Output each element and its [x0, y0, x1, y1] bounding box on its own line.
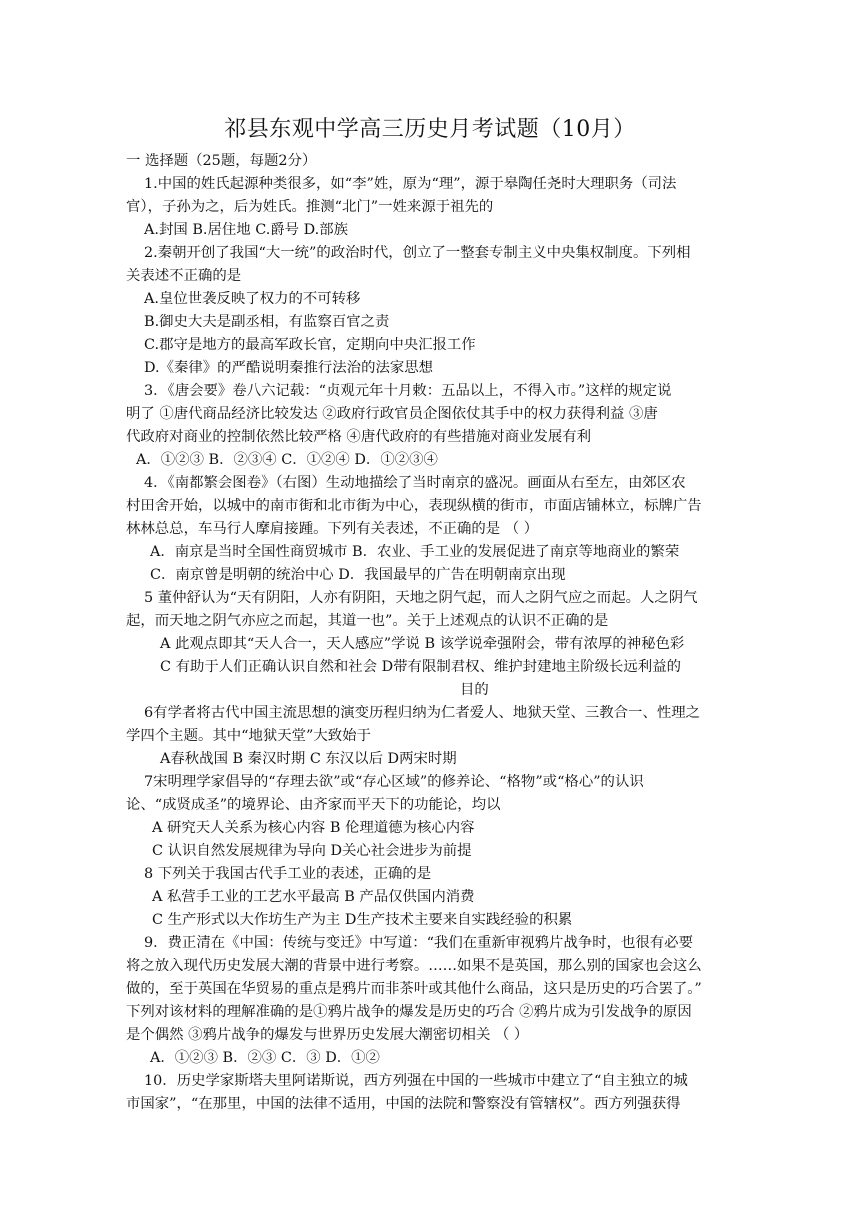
question-7-line-2: 论、“成贤成圣”的境界论、由齐家而平天下的功能论，均以	[126, 797, 501, 813]
question-7-options-cd: C 认识自然发展规律为导向 D关心社会进步为前提	[152, 843, 472, 859]
question-9-options: A．①②③ B．②③ C．③ D．①②	[150, 1050, 380, 1066]
question-7-line-1: 7宋明理学家倡导的“存理去欲”或“存心区域”的修养论、“格物”或“格心”的认识	[144, 774, 644, 790]
question-2-option-b: B.御史大夫是副丞相，有监察百官之责	[144, 314, 390, 330]
question-9-line-1: 9．费正清在《中国：传统与变迁》中写道：“我们在重新审视鸦片战争时，也很有必要	[144, 935, 693, 951]
question-8-options-cd: C 生产形式以大作坊生产为主 D生产技术主要来自实践经验的积累	[152, 912, 573, 928]
question-5-line-2: 起，而天地之阴气亦应之而起，其道一也”。关于上述观点的认识不正确的是	[126, 613, 609, 629]
question-7-options-ab: A 研究天人关系为核心内容 B 伦理道德为核心内容	[152, 820, 475, 836]
question-3-line-1: 3．《唐会要》卷八六记载：“贞观元年十月敕：五品以上，不得入市。”这样的规定说	[144, 383, 672, 399]
question-3-line-3: 代政府对商业的控制依然比较严格 ④唐代政府的有些措施对商业发展有利	[126, 429, 592, 445]
question-9-line-4: 下列对该材料的理解准确的是①鸦片战争的爆发是历史的巧合 ②鸦片成为引发战争的原因	[126, 1004, 692, 1020]
question-4-line-2: 村田舍开始，以城中的南市街和北市街为中心，表现纵横的街市，市面店铺林立，标牌广告	[126, 498, 702, 514]
question-8-options-ab: A 私营手工业的工艺水平最高 B 产品仅供国内消费	[152, 889, 475, 905]
question-5-line-1: 5 董仲舒认为“天有阴阳，人亦有阴阳，天地之阴气起，而人之阴气应之而起。人之阴气	[144, 590, 698, 606]
question-3-line-2: 明了 ①唐代商品经济比较发达 ②政府行政官员企图依仗其手中的权力获得利益 ③唐	[126, 406, 658, 422]
question-2-option-c: C.郡守是地方的最高军政长官，定期向中央汇报工作	[144, 337, 476, 353]
question-10-line-2: 市国家”，“在那里，中国的法律不适用，中国的法院和警察没有管辖权”。西方列强获得	[126, 1096, 681, 1112]
question-9-line-3: 做的，至于英国在华贸易的重点是鸦片而非茶叶或其他什么商品，这只是历史的巧合罢了。”	[126, 981, 702, 997]
question-10-line-1: 10．历史学家斯塔夫里阿诺斯说，西方列强在中国的一些城市中建立了“自主独立的城	[144, 1073, 688, 1089]
question-9-line-5: 是个偶然 ③鸦片战争的爆发与世界历史发展大潮密切相关 （ ）	[126, 1027, 529, 1043]
question-9-line-2: 将之放入现代历史发展大潮的背景中进行考察。……如果不是英国，那么别的国家也会这么	[126, 958, 702, 974]
question-1-line-1: 1.中国的姓氏起源种类很多，如“李”姓，原为“理”，源于皋陶任尧时大理职务（司法	[144, 176, 677, 192]
question-8-line-1: 8 下列关于我国古代手工业的表述，正确的是	[144, 866, 432, 882]
question-2-option-d: D.《秦律》的严酷说明秦推行法治的法家思想	[144, 360, 434, 376]
question-6-line-1: 6有学者将古代中国主流思想的演变历程归纳为仁者爱人、地狱天堂、三教合一、性理之	[144, 705, 701, 721]
question-6-options: A春秋战国 B 秦汉时期 C 东汉以后 D两宋时期	[160, 751, 457, 767]
question-2-line-1: 2.秦朝开创了我国“大一统”的政治时代，创立了一整套专制主义中央集权制度。下列相	[144, 245, 691, 261]
question-4-line-3: 林林总总，车马行人摩肩接踵。下列有关表述，不正确的是 （ ）	[126, 521, 539, 537]
question-2-option-a: A.皇位世袭反映了权力的不可转移	[144, 291, 361, 307]
question-1-line-2: 官），子孙为之，后为姓氏。推测“北门”一姓来源于祖先的	[126, 199, 494, 215]
question-5-options-cd: C 有助于人们正确认识自然和社会 D带有限制君权、维护封建地主阶级长远利益的	[160, 659, 681, 675]
section-heading: 一 选择题（25题，每题2分）	[126, 153, 317, 169]
question-3-options: A．①②③ B．②③④ C．①②④ D．①②③④	[136, 452, 438, 468]
question-5-options-ab: A 此观点即其“天人合一，天人感应”学说 B 该学说牵强附会，带有浓厚的神秘色彩	[160, 636, 685, 652]
question-4-line-1: 4．《南都繁会图卷》（右图）生动地描绘了当时南京的盛况。画面从右至左，由郊区农	[144, 475, 686, 491]
question-5-options-cd-cont: 目的	[460, 682, 489, 698]
question-4-options-cd: C．南京曾是明朝的统治中心 D．我国最早的广告在明朝南京出现	[150, 567, 566, 583]
question-1-options: A.封国 B.居住地 C.爵号 D.部族	[144, 222, 349, 238]
question-2-line-2: 关表述不正确的是	[126, 268, 242, 284]
page-title: 祁县东观中学高三历史月考试题（10月）	[224, 117, 636, 142]
question-6-line-2: 学四个主题。其中“地狱天堂”大致始于	[126, 728, 371, 744]
question-4-options-ab: A．南京是当时全国性商贸城市 B．农业、手工业的发展促进了南京等地商业的繁荣	[150, 544, 680, 560]
